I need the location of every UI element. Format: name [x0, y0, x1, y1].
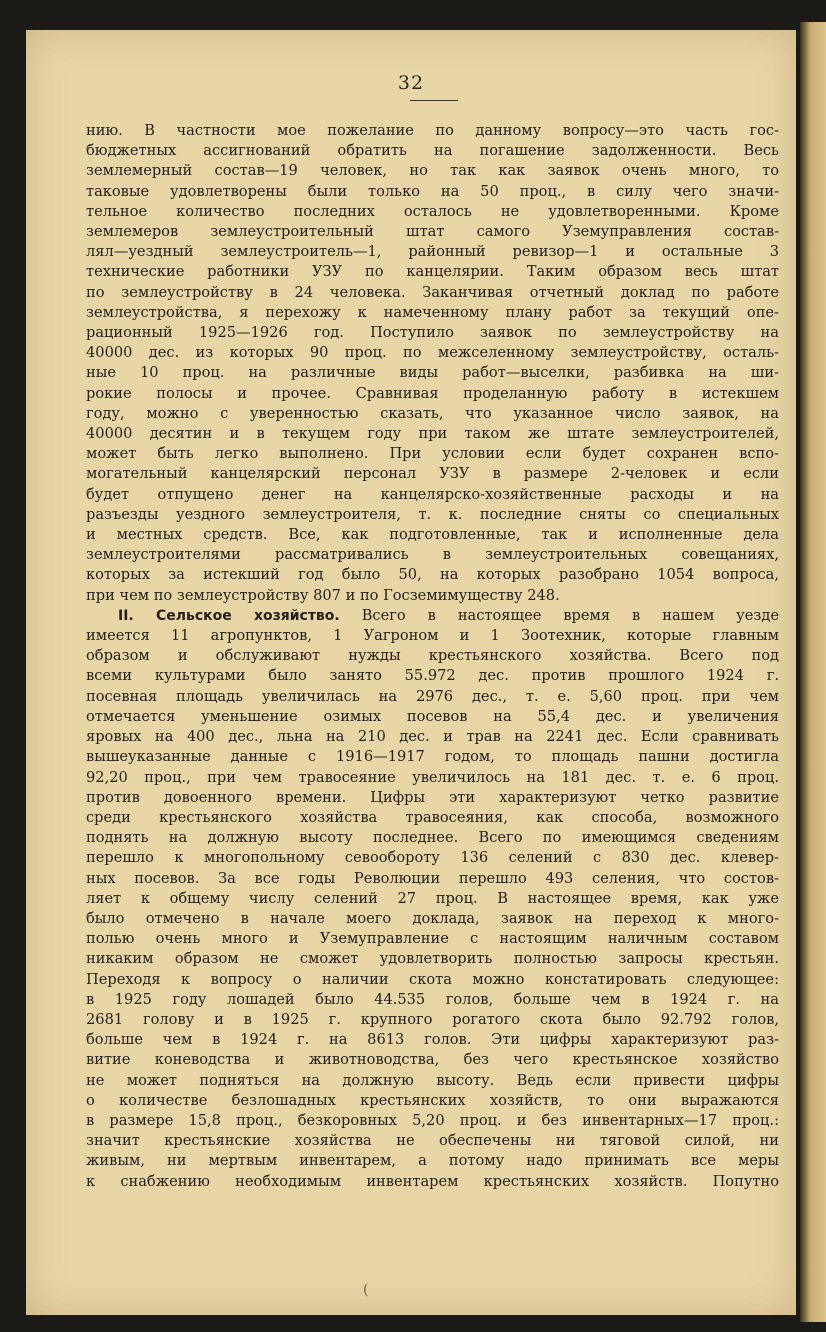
text-line: в размере 15,8 проц., безкоровных 5,20 проц. и без инвентарных—17 проц.: — [86, 1111, 779, 1129]
text-line: рокие полосы и прочее. Сравнивая проделанную работу в истекшем — [86, 384, 779, 402]
text-line: никаким образом не сможет удовлетворить полностью запросы крестьян. — [86, 950, 779, 968]
text-line: бюджетных ассигнований обратить на погашение задолженности. Весь — [86, 142, 779, 160]
text-line: к снабжению необходимым инвентарем крестьянских хозяйств. Попутно — [86, 1172, 779, 1190]
text-line — [86, 606, 779, 626]
text-line: 2681 голову и в 1925 г. крупного рогатого скота было 92.792 голов, — [86, 1010, 779, 1028]
text-line: против довоенного времени. Цифры эти характеризуют четко развитие — [86, 788, 779, 806]
text-line: лял—уездный землеустроитель—1, районный ревизор—1 и остальные 3 — [86, 243, 779, 261]
page-number-underline — [410, 100, 458, 101]
text-line: землемеров землеустроительный штат самого Уземуправления состав- — [86, 223, 779, 241]
text-line: всеми культурами было занято 55.972 дес. против прошлого 1924 г. — [86, 667, 779, 685]
text-line: и местных средств. Все, как подготовленные, так и исполненные дела — [86, 526, 779, 544]
paragraph-agriculture — [86, 606, 779, 1192]
text-line: среди крестьянского хозяйства травосеяния, как способа, возможного — [86, 808, 779, 826]
text-line: ных посевов. За все годы Революции перешло 493 селения, что состов- — [86, 869, 779, 887]
text-line: имеется 11 агропунктов, 1 Уагроном и 1 Зоотехник, которые главным — [86, 627, 779, 645]
text-line: при чем по землеустройству 807 и по Госземимуществу 248. — [86, 586, 560, 604]
text-line: нию. В частности мое пожелание по данному вопросу—это часть гос- — [86, 122, 779, 139]
text-line: перешло к многопольному севообороту 136 селений с 830 дес. клевер- — [86, 849, 779, 867]
text-line: образом и обслуживают нужды крестьянского хозяйства. Всего под — [86, 647, 779, 665]
text-line: тельное количество последних осталось не удовлетворенными. Кроме — [86, 202, 779, 220]
text-line: посевная площадь увеличилась на 2976 дес., т. е. 5,60 проц. при чем — [86, 687, 779, 705]
text-line: 40000 дес. из которых 90 проц. по межселенному землеустройству, осталь- — [86, 344, 779, 362]
text-line: 92,20 проц., при чем травосеяние увеличилось на 181 дес. т. е. 6 проц. — [86, 768, 779, 786]
text-line: Переходя к вопросу о наличии скота можно констатировать следующее: — [86, 970, 779, 988]
text-line: поднять на должную высоту последнее. Всего по имеющимся сведениям — [86, 829, 779, 847]
text-line: по землеустройству в 24 человека. Заканчивая отчетный доклад по работе — [86, 283, 779, 301]
text-line: яровых на 400 дес., льна на 210 дес. и трав на 2241 дес. Если сравнивать — [86, 728, 779, 746]
page-text-body — [86, 121, 779, 1192]
text-line: рационный 1925—1926 год. Поступило заявок по землеустройству на — [86, 324, 779, 342]
book-page — [26, 30, 796, 1315]
text-line: больше чем в 1924 г. на 8613 голов. Эти цифры характеризуют раз- — [86, 1031, 779, 1049]
text-line: не может подняться на должную высоту. Ведь если привести цифры — [86, 1071, 779, 1089]
adjacent-page-edge — [800, 22, 826, 1322]
text-line: отмечается уменьшение озимых посевов на 55,4 дес. и увеличения — [86, 707, 779, 725]
text-line: вышеуказанные данные с 1916—1917 годом, то площадь пашни достигла — [86, 748, 779, 766]
bottom-margin-mark: ( — [363, 1282, 369, 1298]
text-line: витие коневодства и животноводства, без чего крестьянское хозяйство — [86, 1051, 779, 1069]
text-line: землеустроителями рассматривались в землеустроительных совещаниях, — [86, 546, 779, 564]
text-line: полью очень много и Уземуправление с настоящим наличным составом — [86, 930, 779, 948]
text-line: будет отпущено денег на канцелярско-хозяйственные расходы и на — [86, 485, 779, 503]
text-line: в 1925 году лошадей было 44.535 голов, больше чем в 1924 г. на — [86, 990, 779, 1008]
paragraph-land-survey — [86, 121, 779, 606]
text-line: которых за истекший год было 50, на которых разобрано 1054 вопроса, — [86, 566, 779, 584]
text-line: году, можно с уверенностью сказать, что указанное число заявок, на — [86, 404, 779, 422]
text-line: ляет к общему числу селений 27 проц. В настоящее время, как уже — [86, 889, 779, 907]
section-heading-rest: Всего в настоящее время в нашем уезде — [339, 606, 779, 624]
text-line: 40000 десятин и в текущем году при таком же штате землеустроителей, — [86, 425, 779, 443]
text-line: ные 10 проц. на различные виды работ—выселки, разбивка на ши- — [86, 364, 779, 382]
text-line: разъезды уездного землеустроителя, т. к. последние сняты со специальных — [86, 505, 779, 523]
text-line: могательный канцелярский персонал УЗУ в размере 2-человек и если — [86, 465, 779, 483]
text-line: таковые удовлетворены были только на 50 проц., в силу чего значи- — [86, 182, 779, 200]
text-line: технические работники УЗУ по канцелярии. Таким образом весь штат — [86, 263, 779, 281]
text-line: было отмечено в начале моего доклада, заявок на переход к много- — [86, 909, 779, 927]
text-line: может быть легко выполнено. При условии если будет сохранен вспо- — [86, 445, 779, 463]
page-number: 32 — [397, 72, 425, 94]
text-line: землеустройства, я перехожу к намеченному плану работ за текущий опе- — [86, 303, 779, 321]
text-line: значит крестьянские хозяйства не обеспечены ни тяговой силой, ни — [86, 1132, 779, 1150]
text-line: живым, ни мертвым инвентарем, а потому надо принимать все меры — [86, 1152, 779, 1170]
section-heading: II. Сельское хозяйство. — [118, 607, 340, 624]
text-line: землемерный состав—19 человек, но так как заявок очень много, то — [86, 162, 779, 180]
text-line: о количестве безлошадных крестьянских хозяйств, то они выражаются — [86, 1091, 779, 1109]
